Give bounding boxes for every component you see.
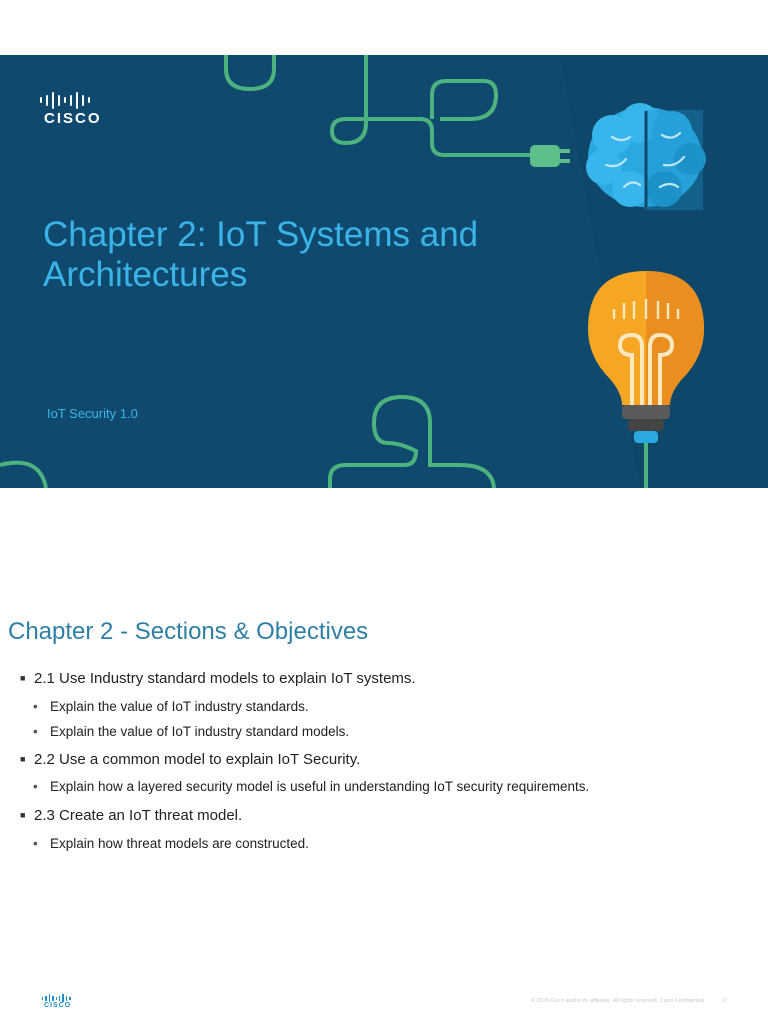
- objective-item: ■ 2.2 Use a common model to explain IoT Security.: [20, 751, 361, 768]
- objective-item: ■ 2.3 Create an IoT threat model.: [20, 807, 243, 824]
- title-slide: [0, 55, 768, 488]
- sub-objective-item: • Explain how a layered security model is useful in understanding IoT security requirements.: [33, 779, 590, 794]
- objective-item: ■ 2.1 Use Industry standard models to explain IoT systems.: [20, 670, 416, 687]
- sub-objective-item: • Explain how threat models are constructed.: [33, 836, 309, 851]
- sub-objective-item: • Explain the value of IoT industry standards.: [33, 699, 309, 714]
- sub-objective-text: Explain how a layered security model is useful in understanding IoT security requirements.: [50, 779, 590, 794]
- page-number: 2: [723, 998, 727, 1004]
- objective-label: 2.3 Create an IoT threat model.: [34, 807, 243, 824]
- copyright-notice: © 2016 Cisco and/or its affiliates. All rights reserved. Cisco Confidential: [530, 998, 704, 1004]
- objective-label: 2.1 Use Industry standard models to explain IoT systems.: [34, 670, 416, 687]
- slide-title: [43, 215, 563, 295]
- objective-label: 2.2 Use a common model to explain IoT Security.: [34, 751, 361, 768]
- cisco-logo: [40, 91, 102, 127]
- sub-objective-text: Explain the value of IoT industry standard models.: [50, 724, 350, 739]
- sub-objective-text: Explain how threat models are constructed.: [50, 836, 309, 851]
- slide-title-line-2: Architectures: [43, 255, 248, 294]
- cisco-logo-text: CISCO: [44, 110, 102, 127]
- course-subtitle: IoT Security 1.0: [47, 406, 138, 421]
- section-title: Chapter 2 - Sections & Objectives: [8, 618, 369, 645]
- sub-objective-item: • Explain the value of IoT industry standard models.: [33, 724, 350, 739]
- footer-cisco-logo-text: CISCO: [44, 1002, 72, 1009]
- footer-cisco-logo: [42, 994, 71, 1009]
- slide-title-line-1: Chapter 2: IoT Systems and: [43, 215, 479, 254]
- plug-icon: [530, 145, 570, 167]
- sub-objective-text: Explain the value of IoT industry standards.: [50, 699, 309, 714]
- objectives-slide: [0, 488, 768, 1024]
